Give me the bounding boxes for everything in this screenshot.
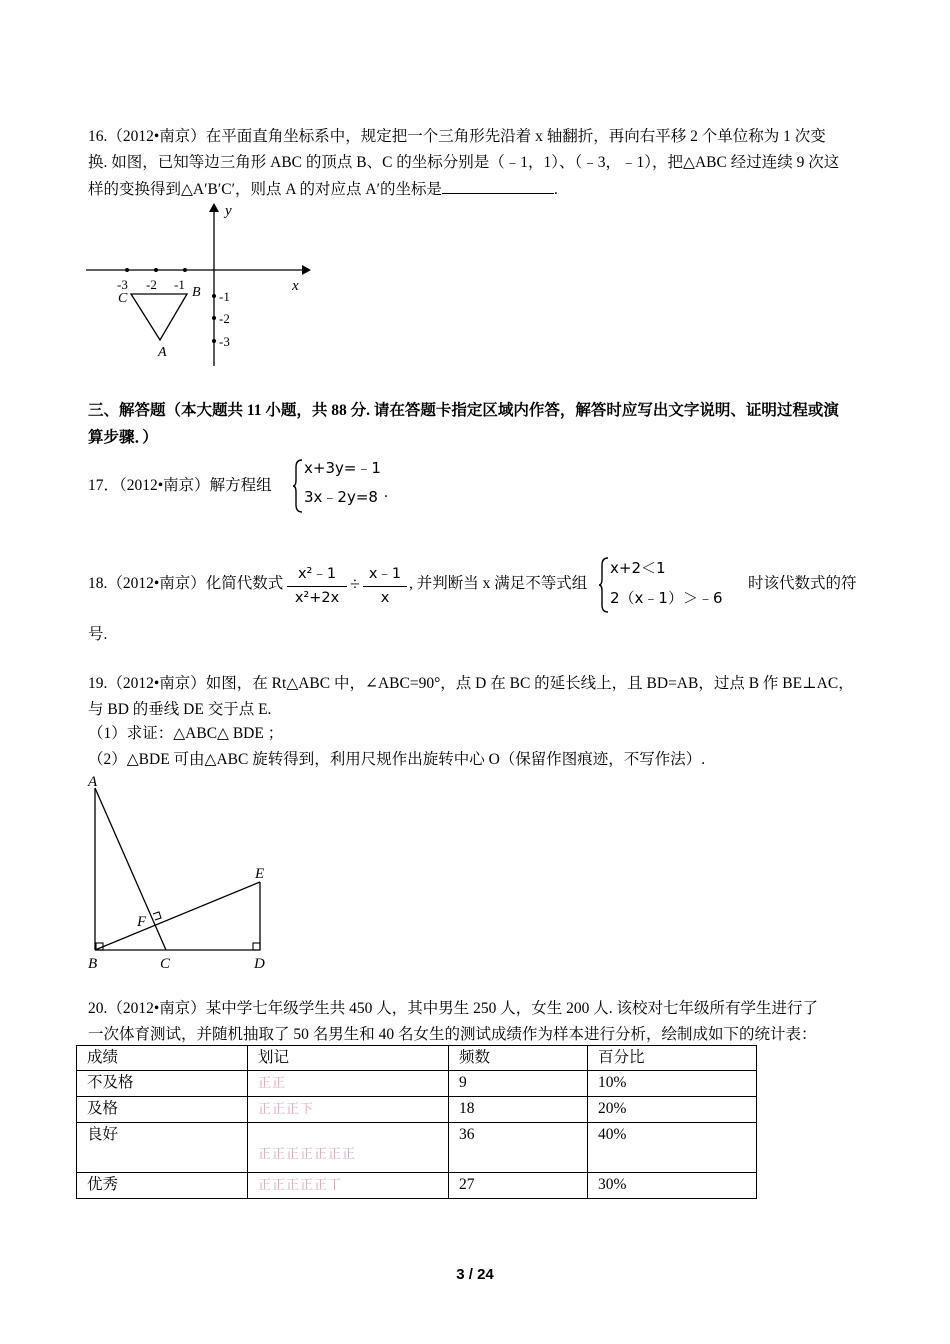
table-cell [248, 1173, 449, 1199]
point-a-label: A [88, 774, 98, 790]
table-cell: 20% [588, 1097, 757, 1123]
point-b-label: B [88, 956, 98, 972]
table-cell: 36 [449, 1123, 588, 1173]
q16-line3-end: . [554, 181, 558, 198]
table-cell: 及格 [77, 1097, 248, 1123]
q19-part2: （2）△BDE 可由△ABC 旋转得到，利用尺规作出旋转中心 O（保留作图痕迹，不写作法）. [88, 751, 706, 768]
table-cell: 27 [449, 1173, 588, 1199]
q20-line2: 一次体育测试，并随机抽取了 50 名男生和 40 名女生的测试成绩作为样本进行分析，绘制成如下的统计表： [88, 1026, 817, 1043]
table-row [77, 1097, 757, 1123]
table-header-cell: 划记 [248, 1046, 449, 1071]
table-cell: 10% [588, 1071, 757, 1097]
vertex-b-label: B [192, 285, 201, 300]
table-cell [248, 1071, 449, 1097]
q18-fraction-2 [363, 562, 407, 606]
tally-marks: 正正正下 [258, 1102, 315, 1117]
section3-heading-line2: 算步骤．） [88, 429, 158, 446]
x-tick-label: -1 [174, 277, 185, 292]
left-brace-icon [292, 458, 304, 514]
table-cell: 18 [449, 1097, 588, 1123]
q19-part1: （1）求证：△ABC△ BDE ； [88, 725, 284, 742]
left-brace-icon [598, 556, 610, 614]
q18-fraction-1-denominator: x²+2x [294, 590, 340, 606]
q16-line1: 16.（2012•南京）在平面直角坐标系中，规定把一个三角形先沿着 x 轴翻折，再向右平移 2 个单位称为 1 次变 [88, 128, 826, 145]
q17-suffix: . [384, 484, 388, 501]
q18-suffix: 时该代数式的符 [748, 575, 857, 592]
y-tick-label: -2 [219, 311, 230, 326]
q17-equation-1: x+3y=﹣1 [304, 459, 381, 477]
q17-prefix: 17．（2012•南京）解方程组 [88, 477, 272, 494]
q17-equation-2: 3x﹣2y=8 [304, 488, 378, 506]
answer-blank [442, 179, 554, 194]
statistics-table [76, 1045, 757, 1199]
point-c-label: C [160, 956, 171, 972]
q18-inequality-2: 2（x﹣1）＞﹣6 [610, 589, 723, 607]
table-row [77, 1173, 757, 1199]
table-cell [248, 1097, 449, 1123]
q19-line2: 与 BD 的垂线 DE 交于点 E. [88, 701, 272, 718]
y-tick-label: -1 [219, 289, 230, 304]
q18-fraction-2-denominator: x [380, 590, 390, 606]
q18-fraction-1-numerator: x²﹣1 [287, 562, 347, 587]
y-tick-label: -3 [219, 334, 230, 349]
q18-middle: , 并判断当 x 满足不等式组 [409, 575, 588, 592]
table-cell: 30% [588, 1173, 757, 1199]
point-f-label: F [137, 914, 147, 930]
table-cell: 不及格 [77, 1071, 248, 1097]
tally-marks: 正正 [258, 1076, 287, 1091]
q18-fraction-2-numerator: x﹣1 [363, 562, 407, 587]
table-header-cell: 百分比 [588, 1046, 757, 1071]
tally-marks: 正正正正正丅 [258, 1178, 343, 1193]
x-tick-label: -3 [117, 277, 128, 292]
q16-line3 [88, 179, 558, 200]
table-row [77, 1123, 757, 1173]
q18-divide-sign: ÷ [350, 574, 360, 594]
q18-line2: 号. [88, 626, 108, 643]
vertex-a-label: A [158, 345, 167, 360]
table-cell: 40% [588, 1123, 757, 1173]
table-cell [248, 1123, 449, 1173]
x-tick-label: -2 [146, 277, 157, 292]
tally-marks: 正正正正正正正 [258, 1147, 357, 1162]
point-e-label: E [255, 866, 265, 882]
q18-inequality-1: x+2＜1 [610, 559, 666, 577]
q16-line3-text: 样的变换得到△A′B′C′，则点 A 的对应点 A′的坐标是 [88, 181, 443, 198]
q19-geometry-figure [80, 766, 280, 976]
table-row [77, 1071, 757, 1097]
q20-line1: 20.（2012•南京）某中学七年级学生共 450 人，其中男生 250 人，女生 200 人. 该校对七年级所有学生进行了 [88, 1000, 819, 1017]
table-header-cell: 成绩 [77, 1046, 248, 1071]
q19-line1: 19.（2012•南京）如图，在 Rt△ABC 中，∠ABC=90°，点 D 在 BC 的延长线上，且 BD=AB，过点 B 作 BE⊥AC， [88, 675, 854, 692]
section3-heading-line1: 三、解答题（本大题共 11 小题，共 88 分. 请在答题卡指定区域内作答，解答时应写出文字说明、证明过程或演 [88, 402, 839, 419]
x-axis-label: x [292, 278, 299, 294]
q16-line2: 换. 如图，已知等边三角形 ABC 的顶点 B、C 的坐标分别是（﹣1，1）、（﹣3，﹣1），把△ABC 经过连续 9 次这 [88, 154, 840, 171]
page-number: 3 / 24 [456, 1266, 494, 1283]
q18-fraction-1 [287, 562, 347, 606]
q16-coordinate-figure [80, 198, 320, 370]
table-cell: 9 [449, 1071, 588, 1097]
table-cell: 优秀 [77, 1173, 248, 1199]
table-header-cell: 频数 [449, 1046, 588, 1071]
y-axis-label: y [225, 203, 232, 219]
q18-prefix: 18.（2012•南京）化简代数式 [88, 575, 284, 592]
vertex-c-label: C [118, 291, 128, 306]
table-header-row [77, 1046, 757, 1071]
point-d-label: D [254, 956, 265, 972]
table-cell: 良好 [77, 1123, 248, 1173]
